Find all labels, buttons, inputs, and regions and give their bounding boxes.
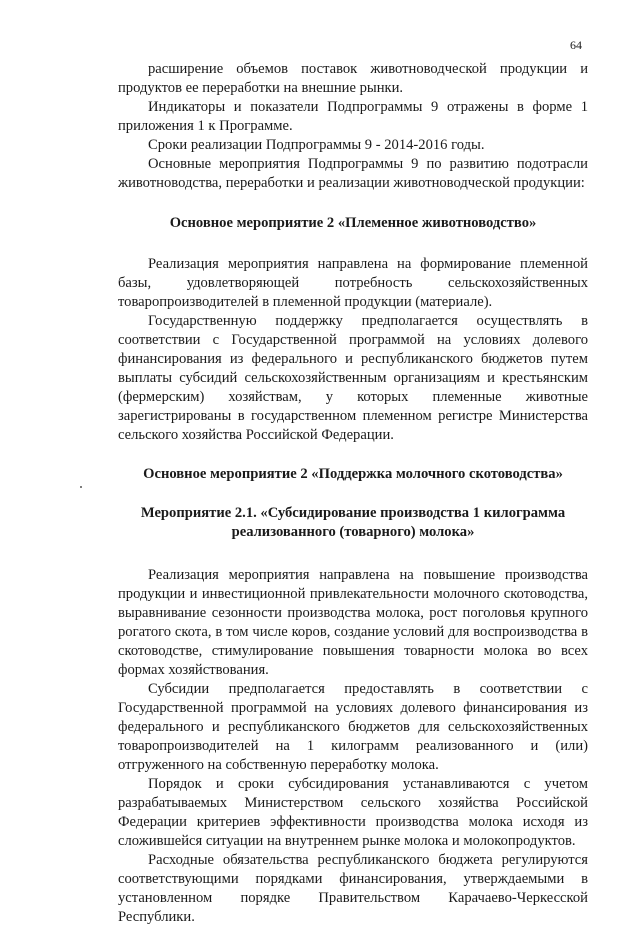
- paragraph: расширение объемов поставок животноводческой продукции и продуктов ее переработки на внешние рынки.: [118, 61, 588, 96]
- subsection-heading-milk-subsidy: [118, 504, 588, 542]
- section-heading-dairy: Основное мероприятие 2 «Поддержка молочного скотоводства»: [143, 466, 563, 482]
- document-body: [118, 60, 588, 927]
- subsection-heading-line: Мероприятие 2.1. «Субсидирование производства 1 килограмма: [140, 505, 566, 521]
- paragraph: Основные мероприятия Подпрограммы 9 по развитию подотрасли животноводства, переработки и реализации животноводческой продукции:: [118, 156, 588, 191]
- paragraph: Реализация мероприятия направлена на формирование племенной базы, удовлетворяющей потребность сельскохозяйственных товаропроизводителей в племенной продукции (материале).: [118, 256, 588, 310]
- paragraph: Государственную поддержку предполагается осуществлять в соответствии с Государственной программой на условиях долевого финансирования из федерального и республиканского бюджетов путем выплаты субсидий сельскохозяйственным организациям и крестьянским (фермерским) хозяйствам, у которых племенные животные зарегистрированы в государственном племенном регистре Министерства сельского хозяйства Российской Федерации.: [118, 313, 588, 443]
- paragraph: Реализация мероприятия направлена на повышение производства продукции и инвестиционной привлекательности молочного скотоводства, выравнивание сезонности производства молока, рост поголовья крупного рогатого скота, в том числе коров, создание условий для воспроизводства в скотоводстве, стимулирование повышения товарности молока во всех формах хозяйствования.: [118, 567, 588, 678]
- paragraph: Индикаторы и показатели Подпрограммы 9 отражены в форме 1 приложения 1 к Программе.: [118, 99, 588, 134]
- subsection-heading-line: реализованного (товарного) молока»: [231, 524, 475, 540]
- paragraph: Субсидии предполагается предоставлять в соответствии с Государственной программой на условиях долевого финансирования из федерального и республиканского бюджетов для сельскохозяйственных товаропроизводителей на 1 килограмм реализованного и (или) отгруженного на собственную переработку молока.: [118, 681, 588, 773]
- section-heading-breeding: Основное мероприятие 2 «Племенное животноводство»: [169, 215, 537, 231]
- page-number: 64: [570, 38, 582, 52]
- paragraph: Порядок и сроки субсидирования устанавливаются с учетом разрабатываемых Министерством сельского хозяйства Российской Федерации критериев эффективности производства молока исходя из сложившейся ситуации на внутреннем рынке молока и молокопродуктов.: [118, 776, 588, 849]
- paragraph: Расходные обязательства республиканского бюджета регулируются соответствующими порядками финансирования, утверждаемыми в установленном порядке Правительством Карачаево-Черкесской Республики.: [118, 852, 588, 925]
- paragraph: Сроки реализации Подпрограммы 9 - 2014-2016 годы.: [148, 137, 485, 153]
- scan-speck: [80, 486, 82, 488]
